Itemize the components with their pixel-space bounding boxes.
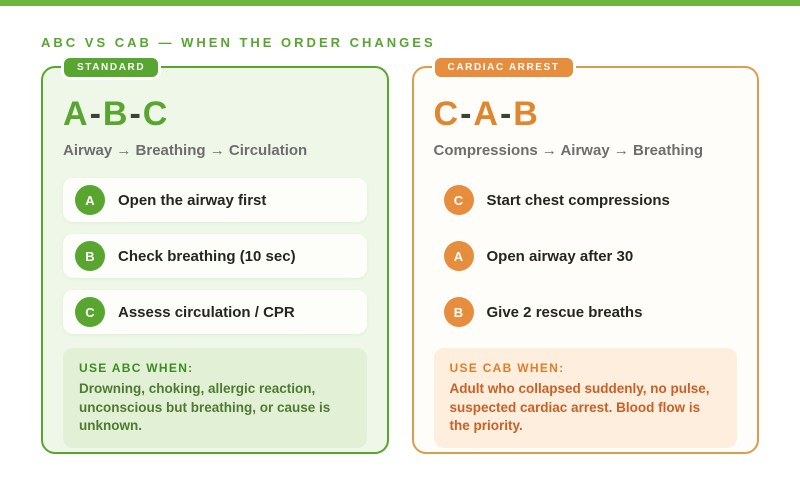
step-item-a bbox=[434, 234, 738, 278]
top-accent-bar bbox=[0, 0, 800, 6]
step-text: Check breathing (10 sec) bbox=[118, 247, 296, 265]
step-letter-badge-a: A bbox=[75, 185, 105, 215]
title-dash: - bbox=[460, 95, 473, 133]
step-text: Assess circulation / CPR bbox=[118, 303, 295, 321]
note-heading: USE ABC WHEN: bbox=[79, 361, 194, 376]
title-letter: C bbox=[142, 95, 169, 133]
step-text: Open the airway first bbox=[118, 191, 267, 209]
step-letter-badge-c: C bbox=[75, 297, 105, 327]
step-item-c bbox=[434, 178, 738, 222]
step-item-c bbox=[63, 290, 367, 334]
page-title: ABC VS CAB — WHEN THE ORDER CHANGES bbox=[41, 35, 436, 50]
card-subtitle-cab: Compressions → Airway → Breathing bbox=[433, 142, 704, 160]
note-body: Adult who collapsed suddenly, no pulse, suspected cardiac arrest. Blood flow is the priority. bbox=[449, 381, 710, 433]
step-item-b bbox=[63, 234, 367, 278]
title-letter: B bbox=[513, 95, 539, 133]
title-letter: B bbox=[102, 95, 129, 133]
note-body: Drowning, choking, allergic reaction, unconscious but breathing, or cause is unknown. bbox=[79, 381, 331, 433]
card-cardiac-arrest-cab bbox=[412, 62, 760, 454]
step-text: Give 2 rescue breaths bbox=[486, 303, 643, 321]
badge-standard: STANDARD bbox=[61, 55, 161, 80]
title-dash: - bbox=[499, 95, 513, 133]
title-dash: - bbox=[129, 95, 142, 133]
card-title-abc bbox=[63, 96, 367, 133]
title-letter: C bbox=[433, 95, 460, 133]
step-text: Start chest compressions bbox=[486, 191, 670, 209]
title-dash: - bbox=[89, 95, 102, 133]
step-letter-badge-b: B bbox=[75, 241, 105, 271]
card-title-cab bbox=[434, 96, 738, 133]
note-box-cab bbox=[434, 348, 738, 448]
comparison-cards bbox=[41, 62, 759, 454]
title-letter: A bbox=[473, 95, 499, 133]
step-text: Open airway after 30 bbox=[486, 247, 634, 265]
note-box-abc bbox=[63, 348, 367, 448]
badge-cardiac-arrest: CARDIAC ARREST bbox=[432, 55, 576, 80]
steps-list-abc bbox=[63, 178, 367, 334]
note-heading: USE CAB WHEN: bbox=[449, 361, 565, 376]
steps-list-cab bbox=[434, 178, 738, 334]
title-letter: A bbox=[63, 95, 89, 133]
step-letter-badge-b: B bbox=[444, 297, 474, 327]
step-letter-badge-a: A bbox=[444, 241, 474, 271]
step-letter-badge-c: C bbox=[444, 185, 474, 215]
step-item-a bbox=[63, 178, 367, 222]
step-item-b bbox=[434, 290, 738, 334]
card-subtitle-abc: Airway → Breathing → Circulation bbox=[63, 142, 308, 160]
card-standard-abc bbox=[41, 62, 389, 454]
